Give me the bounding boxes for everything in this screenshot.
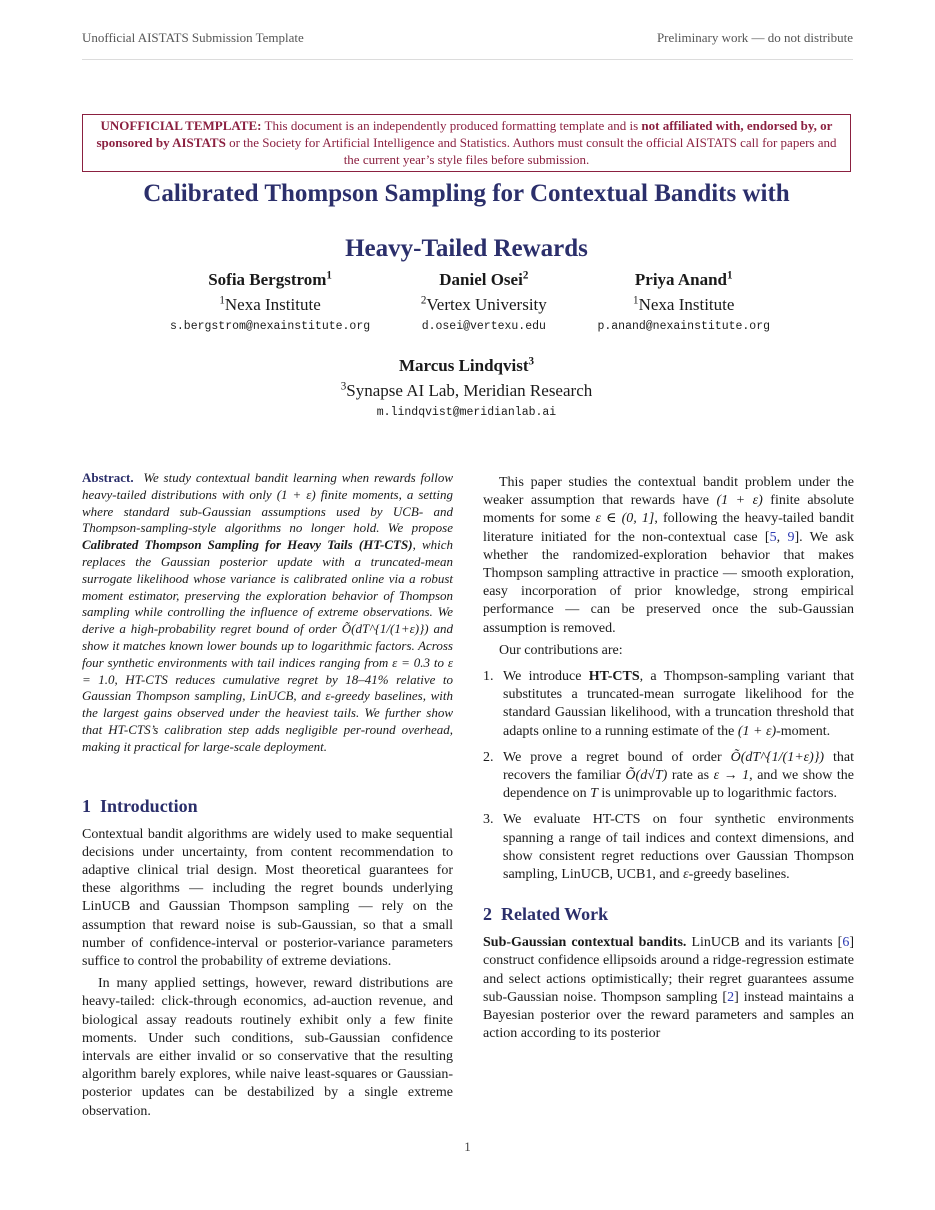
author-affiliation: Nexa Institute <box>224 295 321 314</box>
author-row <box>170 268 770 336</box>
author-email: s.bergstrom@nexainstitute.org <box>170 320 371 333</box>
paragraph-text: ] construct confidence ellipsoids around a ridge-regression estimate and select actions optimistically; their regret guarantees assume sub-Gaussian noise. Thompson sampling [ <box>483 935 854 1005</box>
paragraph-text: finite absolute moments for some <box>483 493 854 527</box>
citation-link[interactable]: 2 <box>727 989 735 1005</box>
section-number: 1 <box>82 795 91 816</box>
method-name: HT-CTS <box>588 669 640 685</box>
list-item <box>483 668 854 741</box>
author-mark: 3 <box>528 355 535 368</box>
item-text: We prove a regret bound of order <box>503 749 731 765</box>
author-email: d.osei@vertexu.edu <box>421 320 546 333</box>
section-number: 2 <box>483 904 492 925</box>
affiliation-mark: 1 <box>633 294 639 307</box>
item-text: , and we show the dependence on <box>503 768 854 802</box>
item-text: -moment. <box>776 723 831 739</box>
citation-link[interactable]: 5 <box>769 529 777 545</box>
section-title: Introduction <box>100 795 198 816</box>
notice-text-1: This document is an independently produced formatting template and is <box>261 118 642 133</box>
author-affiliation: Vertex University <box>426 295 547 314</box>
abstract-text: , HT-CTS reduces cumulative regret by 18–41% relative to Gaussian Thompson sampling, LinUCB, and ε-greedy baselines, with the largest gains observed under the heaviest tails. We further show that HT-CTS’s calibration step adds negligible per-round overhead, making it practical for large-scale deployment. <box>82 671 453 754</box>
item-text: , a Thompson-sampling variant that substitutes a truncated-mean surrogate likelihood for the standard Gaussian likelihood, with a truncation threshold that adapts online to a running estimate of the <box>503 669 854 739</box>
math-expression: ε → 1 <box>713 768 750 784</box>
math-expression: ε = 1.0 <box>82 654 453 687</box>
paper-title <box>82 166 851 276</box>
author-name: Sofia Bergstrom <box>208 270 327 289</box>
paragraph-text: ]. We ask whether the randomized-exploration behavior that makes Thompson sampling attractive in practice — smooth exploration, easy incorporation of prior knowledge, strong empirical performance — can be preserved once the sub-Gaussian assumption is removed. <box>483 529 854 636</box>
title-line-2: Heavy-Tailed Rewards <box>345 235 588 262</box>
paragraph-text: , following the heavy-tailed bandit literature initiated for the non-contextual case [ <box>483 511 854 545</box>
notice-bold: not affiliated with, endorsed by, or sponsored by AISTATS <box>96 118 833 150</box>
title-line-1: Calibrated Thompson Sampling for Contextual Bandits with <box>143 180 790 207</box>
paragraph: In many applied settings, however, reward distributions are heavy-tailed: click-through economics, ad-auction revenue, and biological assay readouts routinely exhibit only a few finite moments. Under such conditions, sub-Gaussian confidence intervals are either invalid or so conservative that the resulting algorithm barely explores, while naive least-squares or Gaussian-posterior updates can be destabilized by a single extreme observation. <box>82 976 453 1119</box>
right-column <box>483 470 854 1043</box>
paragraph: Contextual bandit algorithms are widely used to make sequential decisions under uncertainty, from content recommendation to adaptive clinical trial design. Most theoretical guarantees for these algorithms — including the regret bounds underlying LinUCB and Gaussian Thompson sampling — rely on the assumption that reward noise is sub-Gaussian, so that a small number of confidence-interval or posterior-variance parameters suffice to control the probability of extreme deviations. <box>82 826 453 969</box>
section-title: Related Work <box>501 904 609 925</box>
item-text: We introduce <box>503 669 589 685</box>
citation-link[interactable]: 9 <box>787 529 795 545</box>
item-text: rate as <box>667 768 714 784</box>
notice-text-2: or the Society for Artificial Intelligence and Statistics. Authors must consult the official AISTATS call for papers and the current year’s style files before submission. <box>225 135 837 167</box>
math-expression: Õ(d√T) <box>625 768 668 784</box>
abstract <box>82 470 453 756</box>
author-block <box>421 268 547 336</box>
author-affiliation: Nexa Institute <box>638 295 735 314</box>
paragraph-heading: Sub-Gaussian contextual bandits. <box>483 935 687 951</box>
author-email: p.anand@nexainstitute.org <box>597 320 770 333</box>
abstract-text: We study contextual bandit learning when rewards follow heavy-tailed distributions with only <box>82 470 454 502</box>
author-name: Priya Anand <box>634 270 728 289</box>
abstract-text: to <box>430 654 448 670</box>
section-heading <box>82 794 453 818</box>
item-text: -greedy baselines. <box>688 867 790 883</box>
method-name: Calibrated Thompson Sampling for Heavy Tails (HT-CTS) <box>82 537 413 553</box>
section-heading <box>483 902 854 926</box>
list-number: 1. <box>483 669 494 685</box>
list-number: 3. <box>483 812 494 828</box>
author-block <box>170 268 370 336</box>
math-expression: (1 + ε) <box>716 493 763 509</box>
paragraph-text: This paper studies the contextual bandit problem under the weaker assumption that rewards have <box>483 475 854 509</box>
affiliation-mark: 1 <box>219 294 225 307</box>
paragraph <box>483 934 854 1043</box>
math-expression: ε = 0.3 <box>392 654 431 670</box>
abstract-text: finite moments, a setting where standard sub-Gaussian assumptions used by UCB- and Thompson-sampling-style algorithms no longer hold. We propose <box>82 486 453 536</box>
author-name: Daniel Osei <box>439 270 523 289</box>
math-expression: (1 + ε) <box>737 723 777 739</box>
math-expression: Õ(dT^{1/(1+ε)}) <box>730 749 825 765</box>
abstract-text: and show it matches known lower bounds up to logarithmic factors. Across four synthetic environments with tail indices ranging from <box>82 621 453 670</box>
citation-link[interactable]: 6 <box>842 935 850 951</box>
item-text: that recovers the familiar <box>503 749 854 784</box>
running-header <box>82 30 853 60</box>
header-right: Preliminary work — do not distribute <box>656 30 853 45</box>
left-column <box>82 470 453 1121</box>
list-item <box>483 811 854 884</box>
header-left: Unofficial AISTATS Submission Template <box>82 30 304 45</box>
math-expression: Õ(dT^{1/(1+ε)}) <box>341 621 429 637</box>
notice-lead: UNOFFICIAL TEMPLATE: <box>100 118 262 133</box>
author-mark: 1 <box>727 269 733 282</box>
author-affiliation: Synapse AI Lab, Meridian Research <box>346 381 593 400</box>
author-block <box>597 268 770 336</box>
abstract-text: , which replaces the Gaussian posterior update with a truncated-mean surrogate likelihood whose variance is calibrated online via a robust moment estimator, preserving the exploration behavior of Thompson sampling while controlling the influence of extreme observations. We derive a high-probability regret bound of order <box>82 537 454 637</box>
math-expression: T <box>590 786 598 802</box>
abstract-label: Abstract. <box>82 470 134 485</box>
contributions-list <box>483 668 854 884</box>
affiliation-mark: 2 <box>420 294 427 307</box>
list-number: 2. <box>483 749 494 765</box>
item-text: We evaluate HT-CTS on four synthetic environments spanning a range of tail indices and context dimensions, and show consistent regret reductions over Gaussian Thompson sampling, LinUCB, UCB1, and <box>503 812 854 883</box>
author-mark: 2 <box>522 269 529 282</box>
item-text: is unimprovable up to logarithmic factors. <box>597 786 837 802</box>
math-expression: (1 + ε) <box>276 486 316 502</box>
author-name: Marcus Lindqvist <box>398 356 529 375</box>
author-email: m.lindqvist@meridianlab.ai <box>376 406 557 419</box>
list-item <box>483 749 854 804</box>
paragraph-text: LinUCB and its variants [ <box>686 935 843 951</box>
paragraph: Our contributions are: <box>499 642 623 658</box>
author-mark: 1 <box>326 269 332 282</box>
paragraph-text: , <box>776 529 788 545</box>
unofficial-notice <box>82 114 851 172</box>
paragraph-text: ] instead maintains a Bayesian posterior over the reward parameters and samples an action according to its posterior <box>483 989 855 1042</box>
affiliation-mark: 3 <box>340 380 347 393</box>
author-block <box>82 354 851 422</box>
paragraph <box>483 474 854 638</box>
math-expression: ε <box>683 867 689 883</box>
math-expression: ε ∈ (0, 1] <box>595 511 655 527</box>
page-number: 1 <box>464 1139 471 1154</box>
